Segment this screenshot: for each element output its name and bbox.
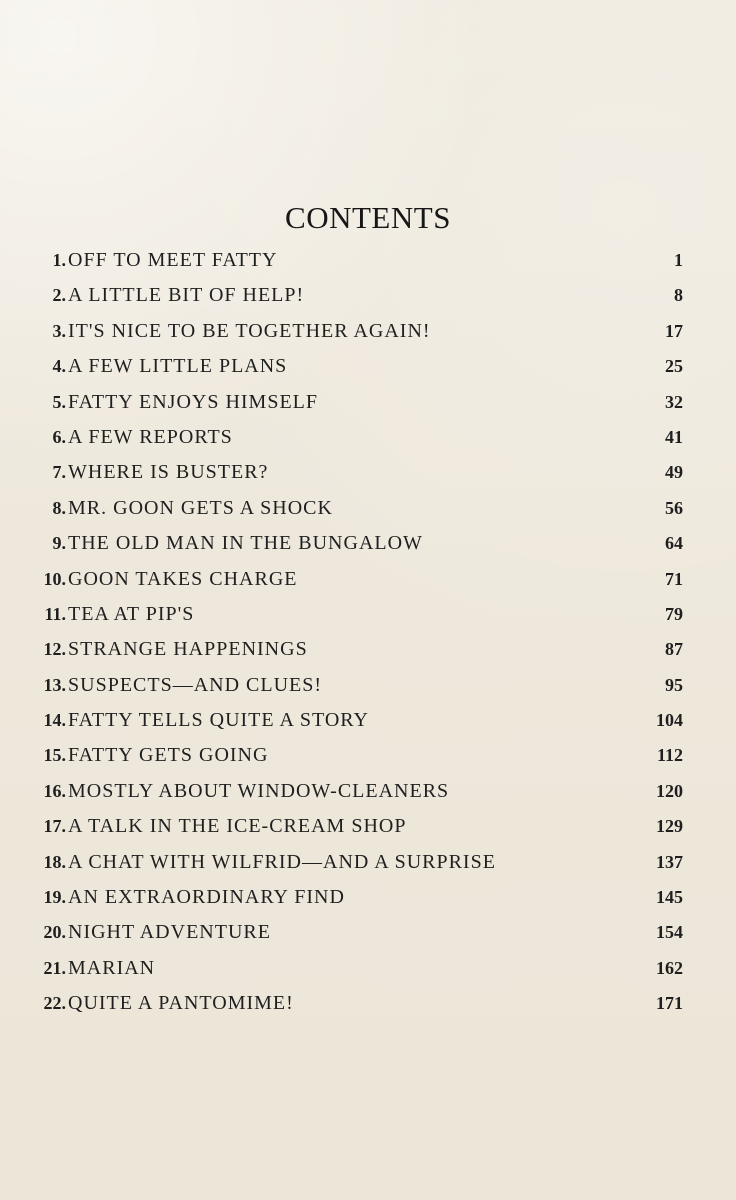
page-title: CONTENTS bbox=[285, 200, 451, 235]
chapter-number: 18. bbox=[43, 851, 66, 872]
toc-row bbox=[28, 425, 683, 460]
chapter-page: 41 bbox=[665, 426, 683, 447]
chapter-number: 20. bbox=[43, 922, 66, 943]
chapter-title: FATTY ENJOYS HIMSELF bbox=[68, 390, 319, 413]
chapter-title: FATTY GETS GOING bbox=[68, 744, 269, 767]
chapter-number: 6. bbox=[52, 426, 66, 447]
chapter-number: 7. bbox=[52, 462, 66, 483]
chapter-number: 9. bbox=[52, 533, 66, 554]
chapter-page: 95 bbox=[665, 674, 683, 695]
toc-row bbox=[28, 354, 683, 389]
chapter-number: 5. bbox=[52, 391, 66, 412]
chapter-title: TEA AT PIP'S bbox=[68, 602, 195, 625]
toc-row bbox=[28, 814, 683, 849]
toc-row bbox=[28, 567, 683, 602]
chapter-page: 137 bbox=[656, 851, 683, 872]
chapter-title: AN EXTRAORDINARY FIND bbox=[68, 886, 345, 909]
chapter-page: 8 bbox=[674, 285, 683, 306]
chapter-page: 171 bbox=[656, 993, 683, 1014]
toc-row bbox=[28, 602, 683, 637]
toc-row bbox=[28, 779, 683, 814]
chapter-title: OFF TO MEET FATTY bbox=[68, 249, 278, 271]
chapter-title: QUITE A PANTOMIME! bbox=[68, 992, 294, 1015]
toc-row bbox=[28, 319, 683, 354]
chapter-title: NIGHT ADVENTURE bbox=[68, 921, 271, 944]
chapter-page: 64 bbox=[665, 533, 683, 554]
chapter-page: 162 bbox=[656, 957, 683, 978]
toc-row bbox=[28, 885, 683, 920]
chapter-page: 112 bbox=[656, 745, 683, 766]
toc-row bbox=[28, 991, 683, 1026]
table-of-contents bbox=[28, 248, 683, 1027]
chapter-page: 120 bbox=[656, 780, 683, 801]
toc-row bbox=[28, 531, 683, 566]
chapter-title: A CHAT WITH WILFRID—AND A SURPRISE bbox=[68, 850, 496, 873]
toc-row bbox=[28, 637, 683, 672]
chapter-number: 22. bbox=[43, 993, 66, 1014]
toc-row bbox=[28, 248, 683, 283]
toc-row bbox=[28, 850, 683, 885]
chapter-number: 3. bbox=[52, 320, 66, 341]
chapter-title: SUSPECTS—AND CLUES! bbox=[68, 673, 323, 696]
chapter-title: A FEW LITTLE PLANS bbox=[68, 355, 288, 378]
chapter-page: 56 bbox=[665, 497, 683, 518]
chapter-page: 79 bbox=[665, 603, 683, 624]
chapter-title: GOON TAKES CHARGE bbox=[68, 567, 298, 590]
chapter-page: 71 bbox=[665, 568, 683, 589]
chapter-number: 11. bbox=[44, 603, 66, 624]
chapter-title: MARIAN bbox=[68, 956, 156, 979]
chapter-title: THE OLD MAN IN THE BUNGALOW bbox=[68, 532, 423, 555]
toc-row bbox=[28, 743, 683, 778]
chapter-title: FATTY TELLS QUITE A STORY bbox=[68, 709, 369, 732]
chapter-title: IT'S NICE TO BE TOGETHER AGAIN! bbox=[68, 319, 431, 342]
chapter-page: 49 bbox=[665, 462, 683, 483]
chapter-page: 104 bbox=[656, 710, 683, 731]
chapter-number: 8. bbox=[52, 497, 66, 518]
chapter-page: 154 bbox=[656, 922, 683, 943]
toc-row bbox=[28, 460, 683, 495]
chapter-page: 1 bbox=[674, 250, 683, 270]
chapter-page: 32 bbox=[665, 391, 683, 412]
chapter-number: 12. bbox=[43, 639, 66, 660]
chapter-number: 21. bbox=[43, 957, 66, 978]
toc-row bbox=[28, 920, 683, 955]
chapter-title: MR. GOON GETS A SHOCK bbox=[68, 496, 333, 519]
chapter-number: 2. bbox=[52, 285, 66, 306]
chapter-page: 87 bbox=[665, 639, 683, 660]
chapter-title: A TALK IN THE ICE-CREAM SHOP bbox=[68, 815, 407, 838]
chapter-number: 1. bbox=[52, 250, 66, 270]
toc-row bbox=[28, 283, 683, 318]
chapter-title: A LITTLE BIT OF HELP! bbox=[68, 284, 305, 307]
chapter-number: 10. bbox=[43, 568, 66, 589]
chapter-page: 129 bbox=[656, 816, 683, 837]
toc-row bbox=[28, 496, 683, 531]
chapter-number: 16. bbox=[43, 780, 66, 801]
toc-row bbox=[28, 673, 683, 708]
chapter-page: 145 bbox=[656, 887, 683, 908]
chapter-page: 17 bbox=[665, 320, 683, 341]
chapter-page: 25 bbox=[665, 356, 683, 377]
chapter-number: 13. bbox=[43, 674, 66, 695]
chapter-number: 17. bbox=[43, 816, 66, 837]
chapter-number: 19. bbox=[43, 887, 66, 908]
chapter-title: STRANGE HAPPENINGS bbox=[68, 638, 308, 661]
chapter-title: WHERE IS BUSTER? bbox=[68, 461, 269, 484]
chapter-number: 14. bbox=[43, 710, 66, 731]
toc-row bbox=[28, 390, 683, 425]
chapter-number: 15. bbox=[43, 745, 66, 766]
toc-row bbox=[28, 708, 683, 743]
chapter-title: A FEW REPORTS bbox=[68, 425, 233, 448]
chapter-number: 4. bbox=[52, 356, 66, 377]
chapter-title: MOSTLY ABOUT WINDOW-CLEANERS bbox=[68, 779, 450, 802]
toc-row bbox=[28, 956, 683, 991]
